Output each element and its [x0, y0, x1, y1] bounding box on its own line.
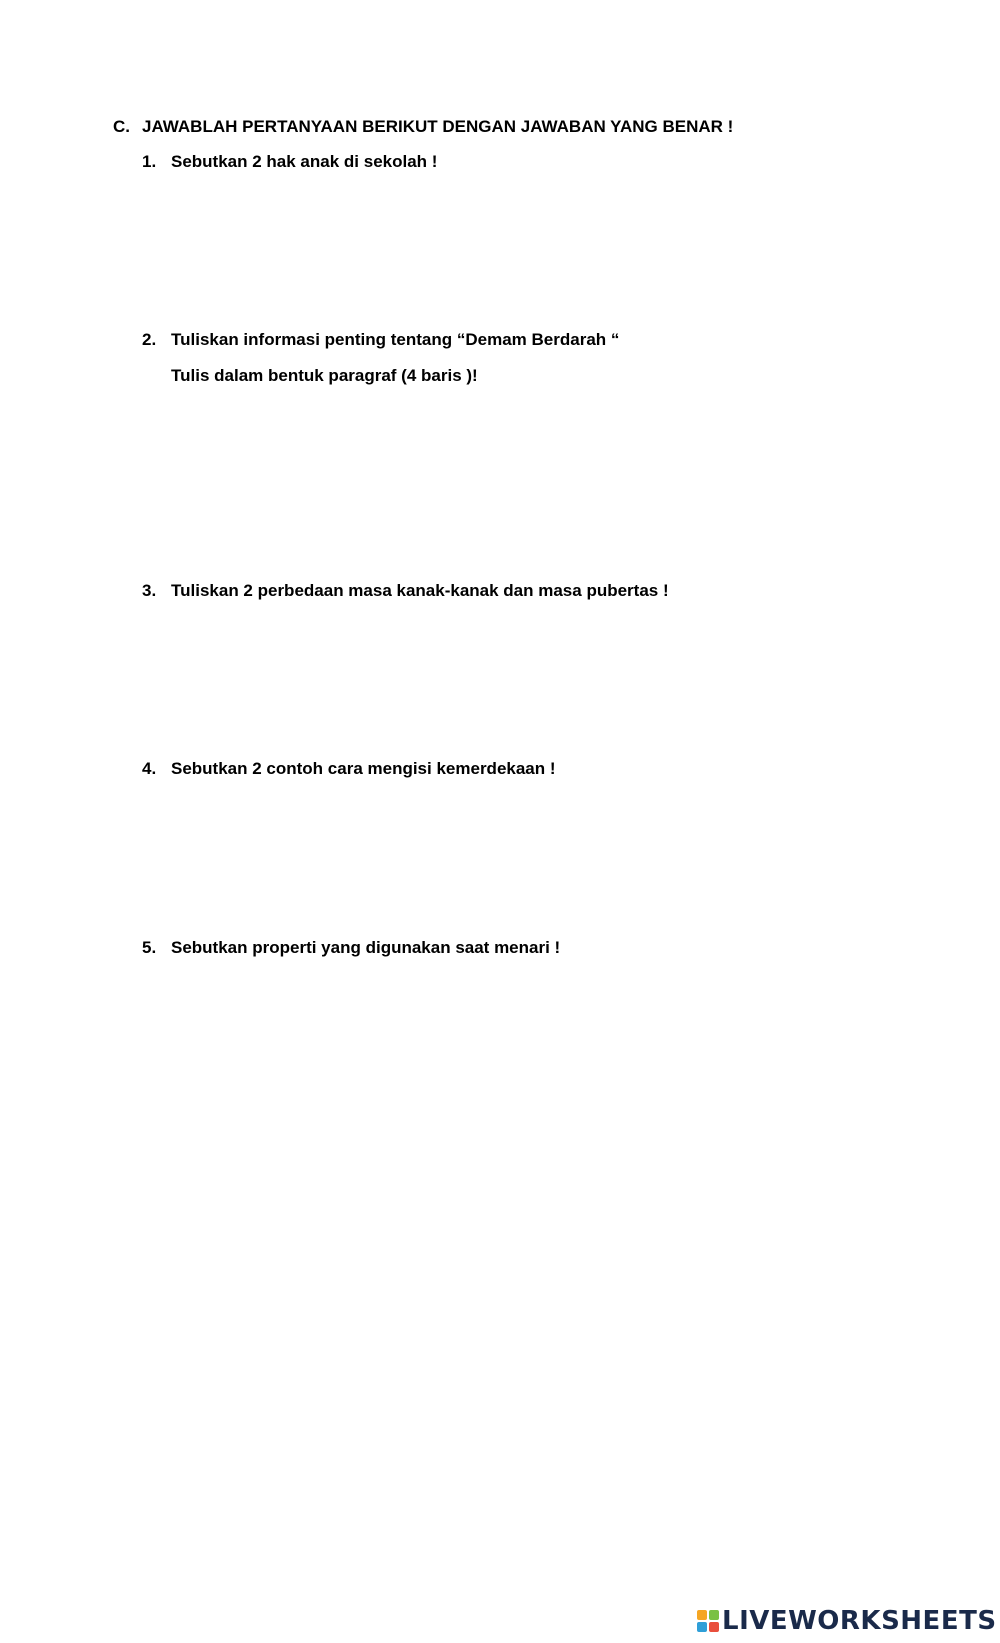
question-number: 2.: [142, 330, 157, 349]
question-number: 4.: [142, 759, 157, 778]
logo-tile: [709, 1610, 719, 1620]
question-text: Sebutkan properti yang digunakan saat menari !: [171, 938, 561, 957]
question-text: Sebutkan 2 hak anak di sekolah !: [171, 152, 438, 171]
question-continuation: Tulis dalam bentuk paragraf (4 baris )!: [171, 366, 478, 385]
liveworksheets-logo-icon: [697, 1610, 719, 1632]
section-heading: JAWABLAH PERTANYAAN BERIKUT DENGAN JAWABAN YANG BENAR !: [142, 117, 734, 136]
question-text: Tuliskan informasi penting tentang “Demam Berdarah “: [171, 330, 620, 349]
logo-tile: [697, 1622, 707, 1632]
section-marker: C.: [113, 117, 130, 136]
logo-tile: [697, 1610, 707, 1620]
question-number: 1.: [142, 152, 157, 171]
liveworksheets-watermark: [697, 1605, 997, 1637]
question-text: Tuliskan 2 perbedaan masa kanak-kanak dan masa pubertas !: [171, 581, 669, 600]
watermark-text: LIVEWORKSHEETS: [722, 1606, 997, 1636]
question-text: Sebutkan 2 contoh cara mengisi kemerdekaan !: [171, 759, 556, 778]
question-number: 5.: [142, 938, 157, 957]
question-number: 3.: [142, 581, 157, 600]
logo-tile: [709, 1622, 719, 1632]
